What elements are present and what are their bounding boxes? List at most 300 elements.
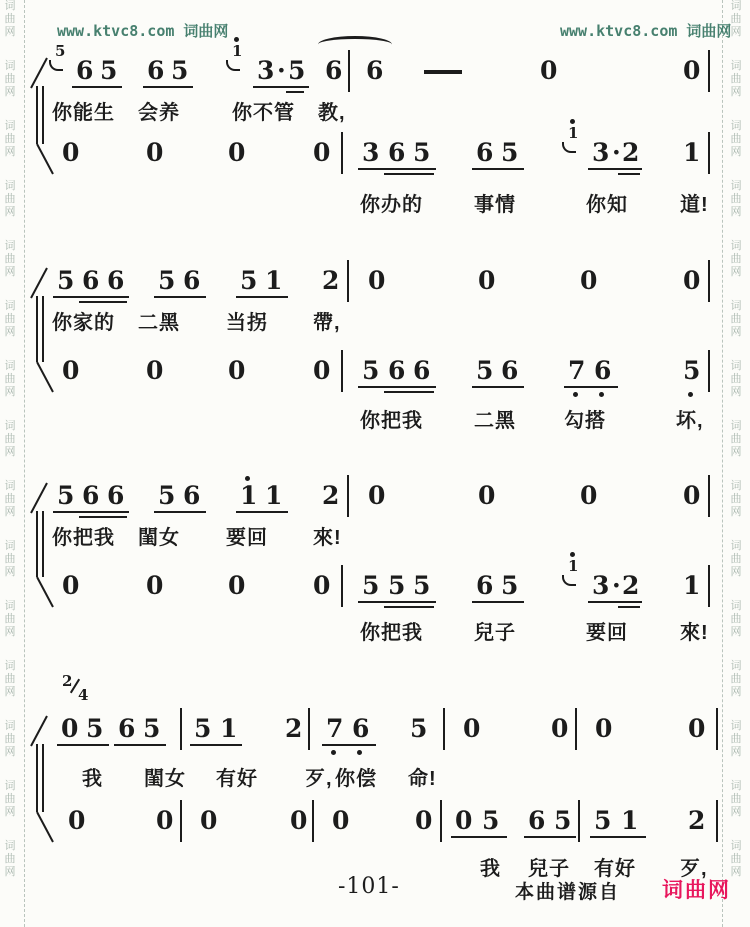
note-digit: 5	[683, 356, 701, 385]
side-watermark-char: 词	[4, 720, 16, 732]
grace-note-digit: 1	[568, 124, 579, 142]
side-watermark-gap	[2, 459, 18, 480]
duration-dash	[424, 70, 462, 74]
side-watermark-char: 网	[4, 26, 16, 38]
barline	[708, 132, 710, 174]
side-watermark-char: 网	[730, 686, 742, 698]
side-watermark-char: 词	[730, 360, 742, 372]
note-beam	[190, 744, 242, 746]
source-site-name: 词曲网	[662, 879, 731, 902]
side-watermark-char: 网	[730, 806, 742, 818]
system-brace-bottom-stroke	[36, 812, 54, 843]
note-digit: 6	[501, 356, 519, 385]
side-watermark-char: 词	[730, 840, 742, 852]
lyric-syllable: 二黑	[138, 312, 180, 334]
side-watermark-char: 词	[4, 780, 16, 792]
lyric-syllable: 你知	[586, 194, 628, 216]
grace-note-hook	[226, 60, 240, 71]
note-beam	[72, 86, 122, 88]
lyric-syllable: 閨女	[144, 768, 186, 790]
lyric-syllable: 我	[82, 768, 103, 790]
right-edge-dashed-line	[722, 0, 723, 927]
side-watermark-char: 词	[4, 360, 16, 372]
note-digit: 5	[482, 806, 500, 835]
tie-slur-arc	[318, 36, 392, 53]
note-digit: 5	[594, 806, 612, 835]
barline	[347, 475, 349, 517]
side-watermark-char: 曲	[730, 673, 742, 685]
side-watermark-char: 网	[4, 746, 16, 758]
side-watermark-char: 曲	[730, 493, 742, 505]
side-watermark-char: 词	[730, 660, 742, 672]
side-watermark-char: 曲	[730, 313, 742, 325]
note-digit: 0	[540, 56, 558, 85]
note-digit: 0	[332, 806, 350, 835]
lyric-syllable: 事情	[474, 194, 516, 216]
side-watermark-gap	[728, 519, 744, 540]
side-watermark-char: 网	[730, 26, 742, 38]
note-digit: 6	[76, 56, 94, 85]
side-watermark-char: 词	[4, 480, 16, 492]
system-brace-top-stroke	[30, 268, 48, 299]
lyric-syllable: 教,	[318, 102, 346, 124]
grace-note-hook	[562, 575, 576, 586]
note-digit: 0	[62, 571, 80, 600]
note-beam	[53, 511, 129, 513]
lyric-syllable: 二黑	[474, 410, 516, 432]
note-digit: 6	[476, 138, 494, 167]
note-digit: 6	[352, 714, 370, 743]
note-digit: 0	[688, 714, 706, 743]
note-digit: 5	[57, 481, 75, 510]
note-digit: 5	[410, 714, 428, 743]
side-watermark-gap	[728, 399, 744, 420]
side-watermark-char: 词	[4, 180, 16, 192]
note-digit: 2	[285, 714, 303, 743]
side-watermark-char: 曲	[4, 613, 16, 625]
side-watermark-char: 词	[730, 0, 742, 12]
note-digit: 6	[528, 806, 546, 835]
note-digit: 6	[183, 481, 201, 510]
note-digit: 0	[62, 138, 80, 167]
note-digit: ·	[612, 138, 621, 167]
note-digit: 2	[322, 266, 340, 295]
note-digit: 6	[107, 266, 125, 295]
note-beam	[79, 516, 127, 518]
note-digit: 5	[143, 714, 161, 743]
side-watermark-char: 曲	[730, 193, 742, 205]
barline	[341, 350, 343, 392]
barline	[575, 708, 577, 750]
side-watermark-gap	[2, 159, 18, 180]
barline	[708, 50, 710, 92]
side-watermark-char: 词	[730, 240, 742, 252]
time-signature-numerator: 2	[62, 672, 73, 690]
barline	[578, 800, 580, 842]
side-watermark-char: 网	[730, 386, 742, 398]
side-watermark-char: 网	[4, 146, 16, 158]
side-watermark-char: 网	[4, 626, 16, 638]
note-beam	[618, 173, 640, 175]
side-watermark-char: 网	[4, 86, 16, 98]
note-digit: 0	[156, 806, 174, 835]
lyric-syllable: 有好	[216, 768, 258, 790]
note-digit: 0	[580, 481, 598, 510]
note-digit: 0	[478, 266, 496, 295]
side-watermark-char: 词	[4, 420, 16, 432]
side-watermark-gap	[2, 339, 18, 360]
side-watermark-gap	[2, 759, 18, 780]
side-watermark-char: 网	[730, 206, 742, 218]
note-digit: 5	[476, 356, 494, 385]
side-watermark-char: 曲	[730, 13, 742, 25]
side-watermark-gap	[2, 519, 18, 540]
site-watermark-top-left: www.ktvc8.com 词曲网	[57, 22, 229, 40]
lyric-syllable: 要回	[586, 622, 628, 644]
note-digit: 1	[683, 571, 701, 600]
side-watermark-gap	[728, 99, 744, 120]
barline	[341, 132, 343, 174]
grace-note-digit: 1	[232, 42, 243, 60]
source-credit-text: 本曲谱源自	[515, 882, 621, 903]
note-digit: 6	[366, 56, 384, 85]
side-watermark-gap	[2, 579, 18, 600]
side-watermark-gap	[2, 639, 18, 660]
side-watermark-char: 网	[730, 266, 742, 278]
system-brace-top-stroke	[30, 483, 48, 514]
note-digit: 0	[551, 714, 569, 743]
note-digit: 0	[290, 806, 308, 835]
side-watermark-char: 网	[730, 746, 742, 758]
barline	[180, 708, 182, 750]
side-watermark-char: 曲	[730, 133, 742, 145]
side-watermark-char: 词	[730, 780, 742, 792]
note-digit: 1	[220, 714, 238, 743]
side-watermark-char: 曲	[730, 253, 742, 265]
barline	[708, 260, 710, 302]
side-watermark-right	[728, 0, 744, 900]
side-watermark-char: 网	[4, 446, 16, 458]
lyric-syllable: 道!	[680, 194, 709, 216]
side-watermark-gap	[728, 279, 744, 300]
side-watermark-gap	[728, 339, 744, 360]
note-beam	[384, 391, 434, 393]
side-watermark-char: 曲	[4, 13, 16, 25]
note-beam	[79, 301, 127, 303]
note-beam	[154, 511, 206, 513]
lyric-syllable: 你不管	[232, 102, 295, 124]
note-digit: 5	[501, 138, 519, 167]
note-digit: 5	[501, 571, 519, 600]
side-watermark-gap	[728, 759, 744, 780]
page-number: -101-	[338, 874, 400, 899]
note-beam	[53, 296, 129, 298]
note-digit: 5	[413, 138, 431, 167]
side-watermark-char: 网	[730, 146, 742, 158]
note-beam	[590, 836, 646, 838]
side-watermark-char: 曲	[4, 733, 16, 745]
side-watermark-char: 网	[4, 266, 16, 278]
note-beam	[253, 86, 309, 88]
lyric-syllable: 兒子	[528, 858, 570, 880]
note-beam	[286, 91, 304, 93]
side-watermark-gap	[2, 399, 18, 420]
side-watermark-char: 词	[730, 480, 742, 492]
side-watermark-char: 词	[730, 180, 742, 192]
note-digit: 3	[257, 56, 275, 85]
side-watermark-char: 网	[4, 326, 16, 338]
side-watermark-gap	[728, 579, 744, 600]
side-watermark-char: 词	[730, 300, 742, 312]
note-beam	[472, 168, 524, 170]
note-digit: 0	[146, 356, 164, 385]
note-digit: 1	[683, 138, 701, 167]
note-digit: 5	[288, 56, 306, 85]
note-beam	[114, 744, 166, 746]
barline	[312, 800, 314, 842]
system-brace-bottom-stroke	[36, 362, 54, 393]
note-digit: 5	[362, 356, 380, 385]
note-beam	[358, 168, 436, 170]
lyric-syllable: 有好	[594, 858, 636, 880]
note-beam	[358, 601, 436, 603]
note-digit: 6	[82, 266, 100, 295]
note-beam	[564, 386, 618, 388]
side-watermark-char: 词	[730, 120, 742, 132]
lyric-syllable: 你办的	[360, 194, 423, 216]
barline	[341, 565, 343, 607]
lyric-syllable: 勾搭	[564, 410, 606, 432]
note-digit: 7	[568, 356, 586, 385]
note-beam	[236, 511, 288, 513]
note-digit: 0	[313, 138, 331, 167]
octave-dot-above	[570, 552, 575, 557]
lyric-syllable: 來!	[313, 527, 342, 549]
side-watermark-char: 网	[4, 566, 16, 578]
grace-note-digit: 1	[568, 557, 579, 575]
side-watermark-char: 词	[730, 60, 742, 72]
side-watermark-gap	[728, 639, 744, 660]
note-beam	[618, 606, 640, 608]
octave-dot-below	[357, 750, 362, 755]
side-watermark-char: 词	[4, 840, 16, 852]
side-watermark-char: 词	[730, 720, 742, 732]
side-watermark-char: 曲	[4, 373, 16, 385]
side-watermark-char: 曲	[730, 433, 742, 445]
side-watermark-char: 词	[4, 540, 16, 552]
lyric-syllable: 帶,	[313, 312, 341, 334]
system-brace-top-stroke	[30, 716, 48, 747]
note-digit: 6	[82, 481, 100, 510]
side-watermark-gap	[2, 219, 18, 240]
side-watermark-char: 词	[4, 120, 16, 132]
side-watermark-char: 曲	[4, 253, 16, 265]
note-digit: 0	[580, 266, 598, 295]
note-digit: 5	[171, 56, 189, 85]
note-digit: 0	[313, 571, 331, 600]
barline	[348, 50, 350, 92]
side-watermark-char: 网	[4, 686, 16, 698]
lyric-syllable: 閨女	[138, 527, 180, 549]
note-digit: 0	[683, 266, 701, 295]
note-digit: ·	[612, 571, 621, 600]
note-digit: ·	[277, 56, 286, 85]
note-beam	[322, 744, 376, 746]
note-beam	[236, 296, 288, 298]
barline	[708, 350, 710, 392]
side-watermark-char: 曲	[4, 553, 16, 565]
side-watermark-gap	[2, 699, 18, 720]
note-digit: 0	[228, 138, 246, 167]
grace-note-digit: 5	[55, 42, 66, 60]
note-digit: 5	[86, 714, 104, 743]
side-watermark-gap	[2, 39, 18, 60]
barline	[443, 708, 445, 750]
time-signature-denominator: 4	[78, 686, 89, 704]
note-digit: 1	[265, 481, 283, 510]
side-watermark-char: 曲	[730, 793, 742, 805]
note-digit: 5	[554, 806, 572, 835]
side-watermark-char: 曲	[730, 373, 742, 385]
octave-dot-below	[573, 392, 578, 397]
system-brace-bottom-stroke	[36, 577, 54, 608]
barline	[708, 565, 710, 607]
note-digit: 0	[68, 806, 86, 835]
side-watermark-left	[2, 0, 18, 900]
note-digit: 7	[326, 714, 344, 743]
side-watermark-char: 词	[4, 300, 16, 312]
side-watermark-char: 曲	[4, 433, 16, 445]
side-watermark-gap	[728, 699, 744, 720]
note-digit: 1	[621, 806, 639, 835]
note-beam	[588, 601, 642, 603]
note-beam	[384, 173, 434, 175]
barline	[308, 708, 310, 750]
note-digit: 5	[240, 266, 258, 295]
side-watermark-char: 网	[730, 866, 742, 878]
side-watermark-char: 词	[730, 540, 742, 552]
side-watermark-char: 曲	[730, 733, 742, 745]
side-watermark-char: 词	[4, 600, 16, 612]
side-watermark-char: 网	[730, 566, 742, 578]
note-digit: 6	[388, 356, 406, 385]
lyric-syllable: 你偿	[335, 768, 377, 790]
lyric-syllable: 坏,	[676, 410, 704, 432]
grace-note-hook	[562, 142, 576, 153]
note-digit: 0	[228, 571, 246, 600]
note-beam	[472, 386, 524, 388]
note-digit: 6	[413, 356, 431, 385]
note-beam	[358, 386, 436, 388]
system-brace-top-stroke	[30, 58, 48, 89]
side-watermark-char: 曲	[4, 133, 16, 145]
system-brace-rule	[36, 86, 44, 144]
side-watermark-gap	[728, 819, 744, 840]
note-digit: 2	[622, 138, 640, 167]
note-digit: 0	[368, 266, 386, 295]
note-digit: 3	[592, 571, 610, 600]
side-watermark-char: 曲	[4, 73, 16, 85]
side-watermark-char: 曲	[730, 73, 742, 85]
side-watermark-char: 曲	[730, 613, 742, 625]
lyric-syllable: 你家的	[52, 312, 115, 334]
octave-dot-below	[599, 392, 604, 397]
side-watermark-char: 网	[4, 386, 16, 398]
note-beam	[451, 836, 507, 838]
barline	[180, 800, 182, 842]
side-watermark-char: 网	[4, 206, 16, 218]
side-watermark-char: 曲	[4, 313, 16, 325]
note-digit: 0	[463, 714, 481, 743]
side-watermark-gap	[728, 159, 744, 180]
note-digit: 3	[592, 138, 610, 167]
note-digit: 0	[200, 806, 218, 835]
side-watermark-char: 网	[730, 506, 742, 518]
lyric-syllable: 兒子	[474, 622, 516, 644]
lyric-syllable: 要回	[226, 527, 268, 549]
side-watermark-gap	[2, 99, 18, 120]
note-beam	[143, 86, 193, 88]
lyric-syllable: 你把我	[52, 527, 115, 549]
note-digit: 0	[62, 356, 80, 385]
system-brace-bottom-stroke	[36, 144, 54, 175]
note-digit: 6	[476, 571, 494, 600]
note-digit: 6	[325, 56, 343, 85]
note-digit: 5	[413, 571, 431, 600]
side-watermark-char: 网	[730, 626, 742, 638]
lyric-syllable: 我	[480, 858, 501, 880]
side-watermark-char: 词	[4, 240, 16, 252]
barline	[716, 800, 718, 842]
note-digit: 6	[594, 356, 612, 385]
side-watermark-gap	[2, 819, 18, 840]
note-digit: 5	[362, 571, 380, 600]
note-digit: 0	[368, 481, 386, 510]
note-digit: 1	[265, 266, 283, 295]
note-digit: 6	[147, 56, 165, 85]
note-digit: 6	[183, 266, 201, 295]
note-beam	[154, 296, 206, 298]
note-digit: 2	[622, 571, 640, 600]
note-beam	[57, 744, 109, 746]
note-digit: 5	[100, 56, 118, 85]
system-brace-rule	[36, 511, 44, 577]
lyric-syllable: 你把我	[360, 622, 423, 644]
note-digit: 5	[158, 481, 176, 510]
note-digit: 0	[478, 481, 496, 510]
note-digit: 5	[57, 266, 75, 295]
side-watermark-char: 词	[4, 0, 16, 12]
note-digit: 0	[595, 714, 613, 743]
side-watermark-gap	[2, 279, 18, 300]
left-edge-dashed-line	[24, 0, 25, 927]
barline	[716, 708, 718, 750]
lyric-syllable: 歹,	[305, 768, 333, 790]
note-digit: 0	[146, 571, 164, 600]
note-digit: 0	[228, 356, 246, 385]
note-digit: 0	[415, 806, 433, 835]
lyric-syllable: 歹,	[680, 858, 708, 880]
octave-dot-above	[245, 476, 250, 481]
note-digit: 0	[683, 481, 701, 510]
side-watermark-char: 曲	[730, 553, 742, 565]
side-watermark-char: 网	[4, 866, 16, 878]
note-digit: 2	[322, 481, 340, 510]
side-watermark-char: 词	[730, 600, 742, 612]
note-digit: 0	[313, 356, 331, 385]
lyric-syllable: 來!	[680, 622, 709, 644]
note-beam	[384, 606, 434, 608]
